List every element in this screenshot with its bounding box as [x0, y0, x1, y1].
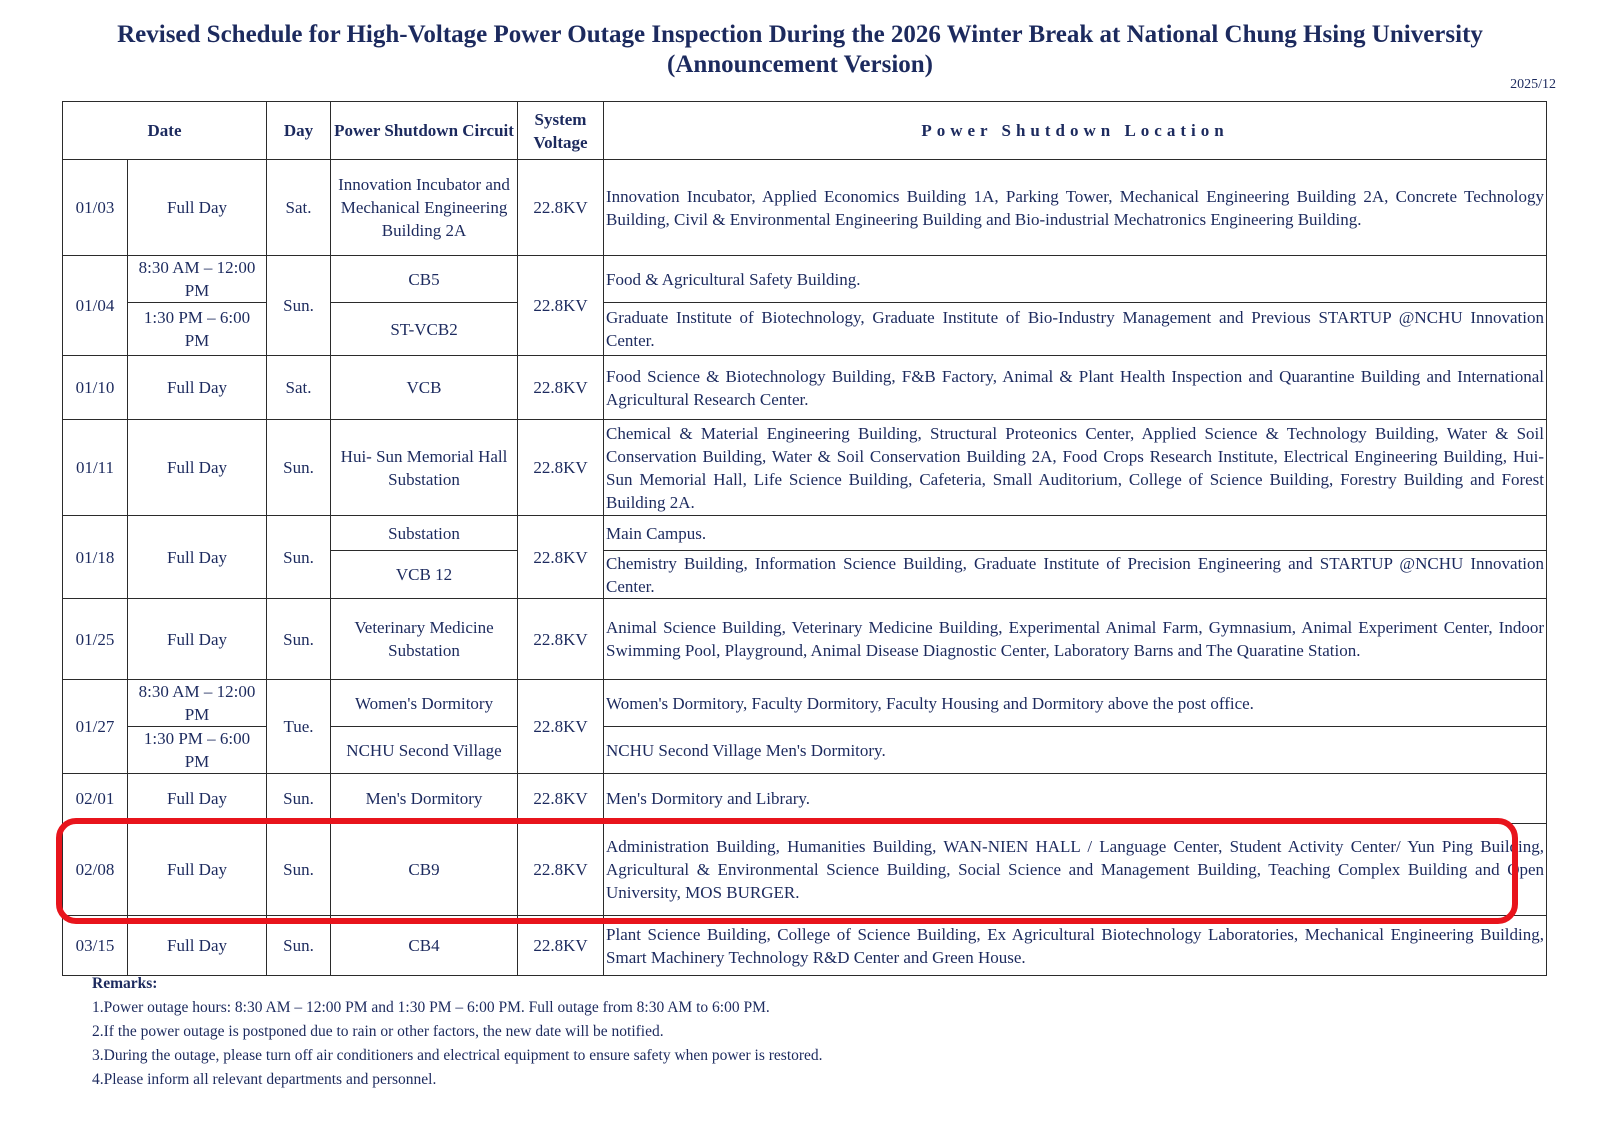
table-row: [63, 160, 1547, 256]
table-row: [63, 516, 1547, 551]
cell-voltage: 22.8KV: [518, 420, 604, 516]
cell-day: Sun.: [267, 774, 331, 824]
cell-day: Sun.: [267, 420, 331, 516]
cell-location: Plant Science Building, College of Science Building, Ex Agricultural Biotechnology Laboratories, Mechanical Engineering Building, Smart Machinery Technology R&D Center and Green House.: [604, 916, 1547, 976]
outage-schedule-table: [62, 101, 1547, 976]
cell-voltage: 22.8KV: [518, 516, 604, 599]
table-row: [63, 420, 1547, 516]
header-voltage: System Voltage: [518, 102, 604, 160]
cell-location: Chemistry Building, Information Science Building, Graduate Institute of Precision Engineering and STARTUP @NCHU Innovation Center.: [604, 551, 1547, 599]
remark-item: 3.During the outage, please turn off air conditioners and electrical equipment to ensure safety when power is restored.: [92, 1047, 823, 1064]
table-row: [63, 599, 1547, 680]
table-row: [63, 356, 1547, 420]
table-row: [63, 916, 1547, 976]
cell-circuit: Veterinary Medicine Substation: [331, 599, 518, 680]
cell-day: Sun.: [267, 824, 331, 916]
cell-date: 02/01: [63, 774, 128, 824]
remarks-title: Remarks:: [92, 975, 158, 992]
table-row: [63, 256, 1547, 303]
title-line-2: (Announcement Version): [667, 51, 933, 78]
cell-date: 01/11: [63, 420, 128, 516]
cell-circuit: CB4: [331, 916, 518, 976]
cell-voltage: 22.8KV: [518, 916, 604, 976]
remark-item: 2.If the power outage is postponed due to rain or other factors, the new date will be notified.: [92, 1023, 664, 1040]
cell-day: Sat.: [267, 356, 331, 420]
cell-date: 03/15: [63, 916, 128, 976]
cell-day: Sun.: [267, 256, 331, 356]
cell-time: Full Day: [128, 516, 267, 599]
cell-location: Main Campus.: [604, 516, 1547, 551]
cell-circuit: NCHU Second Village: [331, 727, 518, 774]
cell-location: Administration Building, Humanities Building, WAN-NIEN HALL / Language Center, Student Activity Center/ Yun Ping Building, Agricultural & Environmental Science Building, Social Science and Management Building, Teaching Complex Building and Open University, MOS BURGER.: [604, 824, 1547, 916]
cell-location: NCHU Second Village Men's Dormitory.: [604, 727, 1547, 774]
cell-circuit: VCB: [331, 356, 518, 420]
cell-location: Graduate Institute of Biotechnology, Graduate Institute of Bio-Industry Management and Previous STARTUP @NCHU Innovation Center.: [604, 303, 1547, 356]
cell-time: 1:30 PM – 6:00 PM: [128, 303, 267, 356]
header-row: [63, 102, 1547, 160]
cell-time: Full Day: [128, 160, 267, 256]
cell-time: 1:30 PM – 6:00 PM: [128, 727, 267, 774]
cell-location: Innovation Incubator, Applied Economics Building 1A, Parking Tower, Mechanical Engineering Building 2A, Concrete Technology Building, Civil & Environmental Engineering Building and Bio-industrial Mechatronics Engineering Building.: [604, 160, 1547, 256]
cell-day: Sun.: [267, 516, 331, 599]
cell-circuit: Hui- Sun Memorial Hall Substation: [331, 420, 518, 516]
cell-circuit: VCB 12: [331, 551, 518, 599]
cell-date: 01/27: [63, 680, 128, 774]
cell-circuit: Innovation Incubator and Mechanical Engineering Building 2A: [331, 160, 518, 256]
cell-circuit: Women's Dormitory: [331, 680, 518, 727]
cell-date: 01/03: [63, 160, 128, 256]
cell-location: Food & Agricultural Safety Building.: [604, 256, 1547, 303]
cell-circuit: CB5: [331, 256, 518, 303]
cell-time: 8:30 AM – 12:00 PM: [128, 680, 267, 727]
cell-location: Food Science & Biotechnology Building, F&B Factory, Animal & Plant Health Inspection and Quarantine Building and International Agricultural Research Center.: [604, 356, 1547, 420]
cell-day: Tue.: [267, 680, 331, 774]
table-row-highlighted: [63, 824, 1547, 916]
cell-location: Men's Dormitory and Library.: [604, 774, 1547, 824]
cell-voltage: 22.8KV: [518, 774, 604, 824]
remark-item: 4.Please inform all relevant departments and personnel.: [92, 1071, 437, 1088]
cell-circuit: CB9: [331, 824, 518, 916]
cell-circuit: Substation: [331, 516, 518, 551]
date-stamp: 2025/12: [1510, 77, 1556, 92]
cell-date: 01/04: [63, 256, 128, 356]
cell-location: Animal Science Building, Veterinary Medicine Building, Experimental Animal Farm, Gymnasium, Animal Experiment Center, Indoor Swimming Pool, Playground, Animal Disease Diagnostic Center, Laboratory Barns and The Quaratine Station.: [604, 599, 1547, 680]
document-title: [0, 20, 1600, 80]
table-row: [63, 680, 1547, 727]
cell-time: Full Day: [128, 824, 267, 916]
cell-location: Chemical & Material Engineering Building, Structural Proteonics Center, Applied Science & Technology Building, Water & Soil Conservation Building, Water & Soil Conservation Building 2A, Food Crops Research Institute, Electrical Engineering Building, Hui-Sun Memorial Hall, Life Science Building, Cafeteria, Small Auditorium, College of Science Building, Forestry Building and Forest Building 2A.: [604, 420, 1547, 516]
cell-date: 01/25: [63, 599, 128, 680]
remark-item: 1.Power outage hours: 8:30 AM – 12:00 PM and 1:30 PM – 6:00 PM. Full outage from 8:30 AM to 6:00 PM.: [92, 999, 770, 1016]
cell-voltage: 22.8KV: [518, 680, 604, 774]
cell-voltage: 22.8KV: [518, 256, 604, 356]
remarks-section: [92, 972, 823, 1092]
cell-day: Sun.: [267, 599, 331, 680]
cell-voltage: 22.8KV: [518, 356, 604, 420]
header-circuit: Power Shutdown Circuit: [331, 102, 518, 160]
header-location: Power Shutdown Location: [604, 102, 1547, 160]
cell-time: 8:30 AM – 12:00 PM: [128, 256, 267, 303]
cell-location: Women's Dormitory, Faculty Dormitory, Faculty Housing and Dormitory above the post office.: [604, 680, 1547, 727]
header-day: Day: [267, 102, 331, 160]
cell-date: 01/18: [63, 516, 128, 599]
cell-time: Full Day: [128, 916, 267, 976]
cell-date: 02/08: [63, 824, 128, 916]
cell-time: Full Day: [128, 356, 267, 420]
cell-circuit: Men's Dormitory: [331, 774, 518, 824]
cell-voltage: 22.8KV: [518, 160, 604, 256]
cell-circuit: ST-VCB2: [331, 303, 518, 356]
cell-time: Full Day: [128, 599, 267, 680]
cell-voltage: 22.8KV: [518, 824, 604, 916]
cell-date: 01/10: [63, 356, 128, 420]
table-row: [63, 774, 1547, 824]
cell-time: Full Day: [128, 774, 267, 824]
cell-voltage: 22.8KV: [518, 599, 604, 680]
cell-day: Sun.: [267, 916, 331, 976]
cell-time: Full Day: [128, 420, 267, 516]
cell-day: Sat.: [267, 160, 331, 256]
header-date: Date: [63, 102, 267, 160]
title-line-1: Revised Schedule for High-Voltage Power Outage Inspection During the 2026 Winter Break at National Chung Hsing University: [117, 21, 1483, 48]
